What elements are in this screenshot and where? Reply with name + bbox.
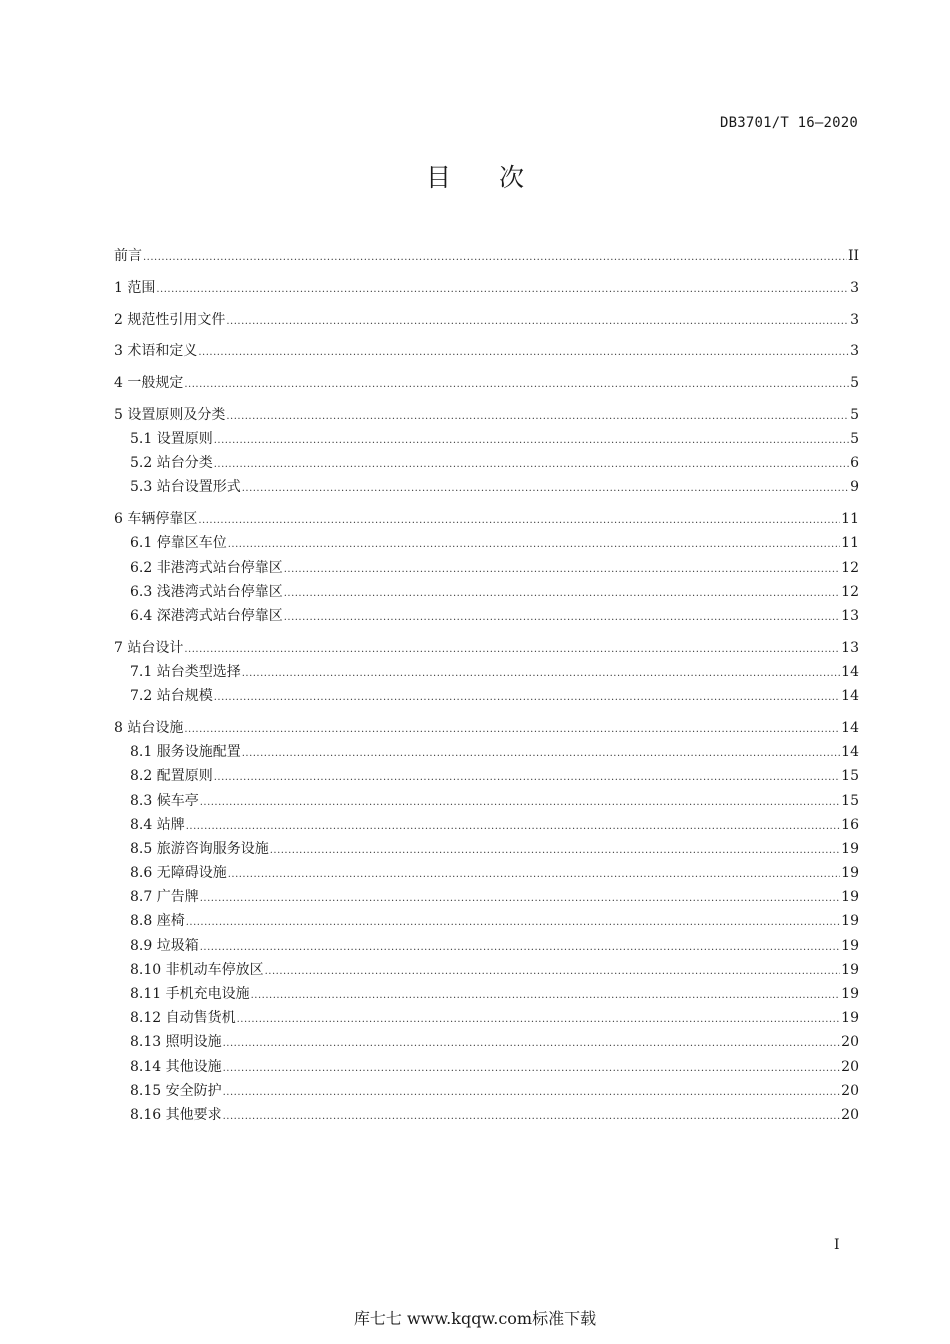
toc-entry-page: 16 bbox=[841, 816, 859, 833]
toc-entry-label: 设置原则 bbox=[156, 431, 213, 448]
toc-entry-page: 12 bbox=[841, 559, 859, 576]
toc-leader-dots bbox=[226, 405, 849, 429]
toc-entry-label: 停靠区车位 bbox=[156, 535, 227, 552]
toc-entry[interactable] bbox=[114, 982, 859, 1006]
toc-entry-number: 8.6 bbox=[130, 865, 157, 882]
toc-leader-dots bbox=[200, 791, 840, 815]
toc-entry-label: 站台设计 bbox=[127, 639, 184, 656]
toc-entry-page: 14 bbox=[841, 663, 859, 680]
toc-entry-page: 19 bbox=[841, 961, 859, 978]
toc-entry-number: 6.2 bbox=[130, 559, 157, 576]
toc-entry-number: 8.9 bbox=[130, 937, 157, 954]
toc-leader-dots bbox=[184, 638, 840, 662]
toc-entry[interactable] bbox=[114, 1055, 859, 1079]
toc-entry-label: 深港湾式站台停靠区 bbox=[156, 608, 283, 624]
toc-entry-label: 无障碍设施 bbox=[156, 865, 227, 882]
toc-entry-label: 安全防护 bbox=[165, 1082, 222, 1099]
toc-entry-number: 8.8 bbox=[130, 913, 157, 930]
toc-leader-dots bbox=[284, 582, 840, 606]
page-title bbox=[0, 158, 950, 194]
toc-entry-label: 车辆停靠区 bbox=[127, 511, 198, 528]
toc-entry-page: 19 bbox=[841, 865, 859, 882]
toc-entry-page: 19 bbox=[841, 840, 859, 857]
toc-entry-number: 6 bbox=[114, 511, 128, 528]
page-number: I bbox=[834, 1237, 840, 1253]
toc-entry-label: 座椅 bbox=[156, 913, 185, 930]
toc-leader-dots bbox=[223, 1057, 841, 1081]
toc-entry[interactable] bbox=[114, 604, 859, 628]
toc-leader-dots bbox=[186, 815, 840, 839]
toc-leader-dots bbox=[228, 863, 840, 887]
toc-entry-number: 4 bbox=[114, 375, 128, 392]
toc-entry-number: 6.4 bbox=[130, 608, 157, 624]
toc-entry[interactable] bbox=[114, 1030, 859, 1054]
toc-entry[interactable] bbox=[114, 740, 859, 764]
toc-entry-page: II bbox=[847, 248, 859, 264]
toc-entry-number: 6.1 bbox=[130, 535, 157, 552]
toc-entry[interactable] bbox=[114, 403, 859, 427]
toc-entry-page: 13 bbox=[841, 608, 859, 624]
footer-watermark: 库七七 www.kqqw.com标准下载 bbox=[353, 1309, 597, 1328]
toc-entry[interactable] bbox=[114, 716, 859, 740]
toc-entry-number: 5 bbox=[114, 406, 128, 423]
toc-entry-page: 14 bbox=[841, 688, 859, 705]
toc-entry-page: 6 bbox=[850, 455, 859, 472]
toc-entry-label: 设置原则及分类 bbox=[127, 406, 226, 423]
toc-entry[interactable] bbox=[114, 507, 859, 531]
toc-entry[interactable] bbox=[114, 531, 859, 555]
toc-leader-dots bbox=[228, 533, 840, 557]
toc-leader-dots bbox=[143, 246, 847, 270]
toc-entry[interactable] bbox=[114, 837, 859, 861]
toc-entry-page: 11 bbox=[841, 511, 859, 528]
toc-entry-label: 照明设施 bbox=[165, 1034, 222, 1051]
toc-entry[interactable] bbox=[114, 1079, 859, 1103]
toc-entry-page: 20 bbox=[841, 1082, 859, 1099]
toc-leader-dots bbox=[156, 278, 849, 302]
toc-entry-number: 8.4 bbox=[130, 816, 157, 833]
toc-leader-dots bbox=[237, 1008, 841, 1032]
toc-leader-dots bbox=[223, 1032, 841, 1056]
toc-entry-page: 5 bbox=[850, 406, 859, 423]
toc-entry[interactable] bbox=[114, 813, 859, 837]
toc-entry[interactable] bbox=[114, 276, 859, 300]
toc-entry[interactable] bbox=[114, 885, 859, 909]
toc-entry-label: 旅游咨询服务设施 bbox=[156, 840, 269, 857]
toc-entry[interactable] bbox=[114, 244, 859, 268]
toc-entry-number: 8 bbox=[114, 719, 128, 736]
toc-entry-page: 3 bbox=[850, 311, 859, 328]
toc-entry-page: 19 bbox=[841, 913, 859, 930]
toc-leader-dots bbox=[223, 1081, 841, 1105]
toc-entry-page: 12 bbox=[841, 583, 859, 600]
toc-leader-dots bbox=[214, 766, 840, 790]
toc-entry[interactable] bbox=[114, 475, 859, 499]
toc-entry[interactable] bbox=[114, 339, 859, 363]
toc-entry-label: 站台设置形式 bbox=[156, 479, 241, 496]
toc-entry-page: 14 bbox=[841, 744, 859, 761]
toc-entry-label: 手机充电设施 bbox=[165, 986, 250, 1002]
toc-leader-dots bbox=[200, 936, 840, 960]
toc-leader-dots bbox=[265, 960, 841, 984]
toc-entry-page: 5 bbox=[850, 375, 859, 392]
toc-leader-dots bbox=[198, 509, 840, 533]
toc-leader-dots bbox=[242, 477, 849, 501]
toc-entry-page: 20 bbox=[841, 1058, 859, 1075]
toc-entry-number: 8.12 bbox=[130, 1010, 166, 1027]
toc-entry-label: 服务设施配置 bbox=[156, 744, 241, 761]
toc-leader-dots bbox=[198, 341, 849, 365]
toc-entry-page: 3 bbox=[850, 279, 859, 296]
toc-entry[interactable] bbox=[114, 636, 859, 660]
toc-leader-dots bbox=[186, 911, 840, 935]
toc-entry[interactable] bbox=[114, 580, 859, 604]
toc-entry-page: 14 bbox=[841, 719, 859, 736]
toc-leader-dots bbox=[184, 373, 849, 397]
toc-entry-number: 5.1 bbox=[130, 431, 157, 448]
toc-entry-label: 其他要求 bbox=[165, 1106, 222, 1123]
toc-entry-page: 20 bbox=[841, 1106, 859, 1123]
toc-entry-number: 1 bbox=[114, 279, 128, 296]
toc-entry-number: 3 bbox=[114, 343, 128, 360]
toc-entry-page: 9 bbox=[850, 479, 859, 496]
toc-entry-number: 8.11 bbox=[130, 986, 166, 1002]
toc-entry[interactable] bbox=[114, 308, 859, 332]
toc-entry[interactable] bbox=[114, 427, 859, 451]
toc-entry-number: 8.16 bbox=[130, 1106, 166, 1123]
toc-entry-page: 19 bbox=[841, 889, 859, 906]
toc-leader-dots bbox=[184, 718, 840, 742]
toc-entry-number: 5.2 bbox=[130, 455, 157, 472]
toc-leader-dots bbox=[242, 742, 840, 766]
toc-entry-label: 垃圾箱 bbox=[156, 937, 199, 954]
toc-entry-number: 8.13 bbox=[130, 1034, 166, 1051]
toc-leader-dots bbox=[223, 1105, 841, 1129]
toc-entry-page: 5 bbox=[850, 431, 859, 448]
toc-leader-dots bbox=[270, 839, 840, 863]
toc-entry[interactable] bbox=[114, 958, 859, 982]
toc-entry-number: 8.5 bbox=[130, 840, 157, 857]
toc-entry-number: 8.3 bbox=[130, 792, 157, 809]
toc-leader-dots bbox=[251, 984, 841, 1008]
toc-entry-number: 8.14 bbox=[130, 1058, 166, 1075]
toc-entry-label: 站台类型选择 bbox=[156, 663, 241, 680]
toc-entry-number: 8.10 bbox=[130, 961, 166, 978]
toc-entry-number: 8.2 bbox=[130, 768, 157, 785]
document-code: DB3701/T 16—2020 bbox=[719, 115, 858, 131]
toc-entry[interactable] bbox=[114, 789, 859, 813]
toc-entry-label: 站台设施 bbox=[127, 719, 184, 736]
toc-leader-dots bbox=[214, 686, 840, 710]
toc-entry[interactable] bbox=[114, 764, 859, 788]
toc-leader-dots bbox=[284, 558, 840, 582]
toc-entry-page: 13 bbox=[841, 639, 859, 656]
toc-entry-label: 候车亭 bbox=[156, 792, 199, 809]
toc-entry[interactable] bbox=[114, 861, 859, 885]
toc-entry-number: 7.2 bbox=[130, 688, 157, 705]
toc-entry[interactable] bbox=[114, 451, 859, 475]
toc-entry[interactable] bbox=[114, 909, 859, 933]
toc-entry-label: 站台规模 bbox=[156, 688, 213, 705]
toc-leader-dots bbox=[284, 606, 840, 630]
title-char-1: 目 bbox=[425, 163, 451, 192]
toc-entry-label: 配置原则 bbox=[156, 768, 213, 785]
toc-entry-label: 一般规定 bbox=[127, 375, 184, 392]
toc-entry-number: 5.3 bbox=[130, 479, 157, 496]
toc-entry-label: 自动售货机 bbox=[165, 1010, 236, 1027]
toc-entry-page: 19 bbox=[841, 937, 859, 954]
toc-entry-number: 6.3 bbox=[130, 583, 157, 600]
toc-entry-page: 15 bbox=[841, 768, 859, 785]
toc-entry-number: 8.15 bbox=[130, 1082, 166, 1099]
toc-entry-number: 7.1 bbox=[130, 663, 157, 680]
toc-entry-label: 非港湾式站台停靠区 bbox=[156, 559, 283, 576]
toc-entry-label: 浅港湾式站台停靠区 bbox=[156, 583, 283, 600]
table-of-contents bbox=[114, 244, 859, 1127]
toc-entry-label: 站牌 bbox=[156, 816, 185, 833]
toc-entry-label: 规范性引用文件 bbox=[127, 311, 226, 328]
toc-entry-number: 8.1 bbox=[130, 744, 157, 761]
toc-entry-label: 范围 bbox=[127, 279, 156, 296]
toc-entry[interactable] bbox=[114, 556, 859, 580]
toc-entry-label: 非机动车停放区 bbox=[165, 961, 264, 978]
toc-entry[interactable] bbox=[114, 660, 859, 684]
toc-entry[interactable] bbox=[114, 1006, 859, 1030]
toc-entry-page: 19 bbox=[841, 1010, 859, 1027]
toc-entry-page: 15 bbox=[841, 792, 859, 809]
toc-entry[interactable] bbox=[114, 684, 859, 708]
toc-entry-label: 其他设施 bbox=[165, 1058, 222, 1075]
toc-leader-dots bbox=[200, 887, 840, 911]
toc-leader-dots bbox=[226, 310, 849, 334]
toc-entry-label: 广告牌 bbox=[156, 889, 199, 906]
toc-entry[interactable] bbox=[114, 1103, 859, 1127]
toc-entry-label: 站台分类 bbox=[156, 455, 213, 472]
toc-entry-page: 3 bbox=[850, 343, 859, 360]
toc-entry-number: 8.7 bbox=[130, 889, 157, 906]
title-char-2: 次 bbox=[499, 163, 525, 192]
toc-entry-label: 术语和定义 bbox=[127, 343, 198, 360]
toc-leader-dots bbox=[214, 429, 849, 453]
toc-entry-number: 2 bbox=[114, 311, 128, 328]
toc-leader-dots bbox=[242, 662, 840, 686]
toc-entry-label: 前言 bbox=[114, 248, 142, 264]
toc-entry-page: 11 bbox=[841, 535, 859, 552]
toc-entry[interactable] bbox=[114, 371, 859, 395]
toc-entry-number: 7 bbox=[114, 639, 128, 656]
toc-entry-page: 19 bbox=[841, 986, 859, 1002]
toc-leader-dots bbox=[214, 453, 849, 477]
toc-entry[interactable] bbox=[114, 934, 859, 958]
toc-entry-page: 20 bbox=[841, 1034, 859, 1051]
